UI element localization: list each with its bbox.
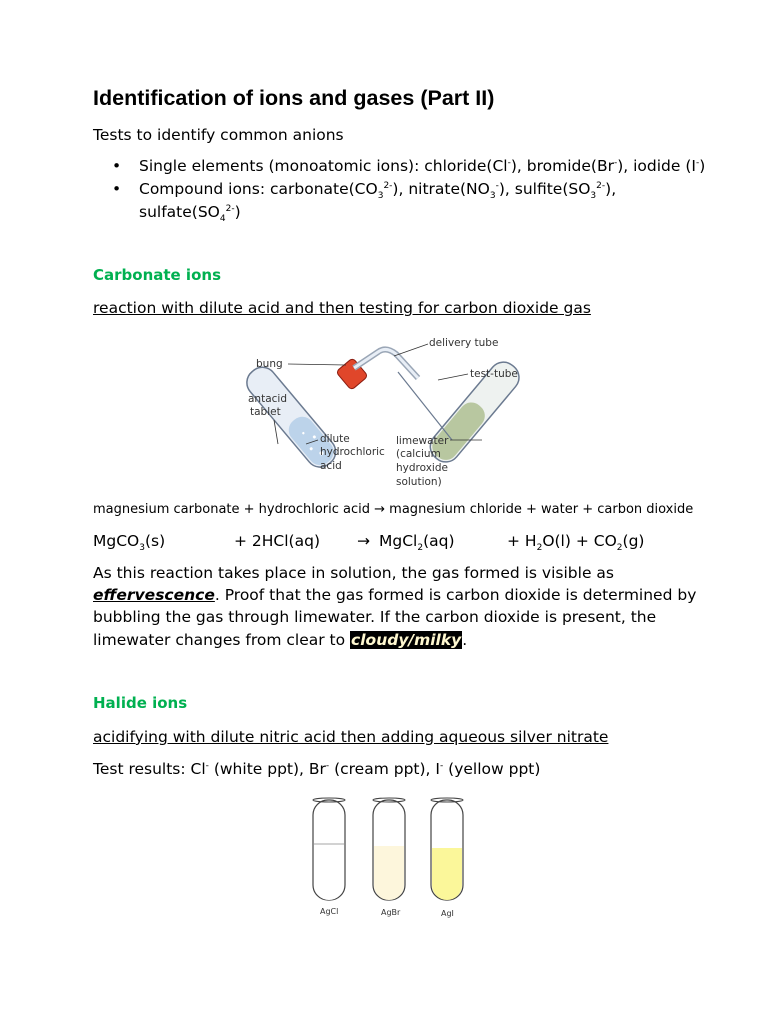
paragraph-line-4: [93, 629, 467, 651]
word-equation: magnesium carbonate + hydrochloric acid → magnesium chloride + water + carbon dioxide: [93, 502, 694, 517]
text-fragment: 2-: [596, 180, 606, 191]
text-fragment: -: [495, 180, 499, 191]
text-fragment: MgCl: [379, 532, 418, 550]
label-test-tube: test-tube: [470, 368, 518, 380]
tube-agi: [431, 798, 463, 900]
symbol-equation: [93, 530, 693, 552]
paragraph-line-1: As this reaction takes place in solution, the gas formed is visible as: [93, 564, 614, 582]
label-solution: solution): [396, 476, 442, 488]
carbonate-heading: Carbonate ions: [93, 266, 221, 284]
text-fragment: ), sulfite(SO: [498, 180, 591, 198]
text-fragment: 3: [489, 191, 496, 202]
cloudy-milky-highlight: cloudy/milky: [351, 631, 462, 649]
effervescence-term: effervescence: [93, 586, 215, 604]
tube-agbr: [373, 798, 405, 900]
text-fragment: 2: [417, 543, 424, 554]
text-fragment: -: [325, 760, 330, 771]
text-fragment: (white ppt), Br: [208, 760, 326, 778]
halide-test-tubes: [303, 794, 473, 924]
text-fragment: Compound ions: carbonate(CO: [139, 180, 378, 198]
text-fragment: ): [234, 203, 241, 221]
text-fragment: Test results: Cl: [93, 760, 206, 778]
text-fragment: (yellow ppt): [443, 760, 541, 778]
text-fragment: 4: [219, 214, 226, 225]
label-agbr: AgBr: [381, 908, 401, 917]
text-fragment: -: [507, 157, 511, 168]
text-fragment: + 2HCl(aq): [234, 532, 320, 550]
text-fragment: -: [695, 157, 700, 168]
label-hydroxide: hydroxide: [396, 462, 448, 474]
label-agi: AgI: [441, 909, 454, 918]
text-fragment: Single elements (monoatomic ions): chloride(Cl: [139, 157, 508, 175]
halide-heading: Halide ions: [93, 694, 188, 712]
label-bung: bung: [256, 358, 283, 370]
paragraph-line-2: [93, 584, 696, 606]
tube-agcl: [313, 798, 345, 900]
label-antacid: antacid: [248, 393, 287, 405]
text-fragment: ): [699, 157, 706, 175]
text-fragment: .: [462, 631, 468, 649]
text-fragment: 2-: [383, 180, 393, 191]
text-fragment: . Proof that the gas formed is carbon dioxide is determined by: [214, 586, 697, 604]
text-fragment: limewater changes from clear to: [93, 631, 346, 649]
label-calcium: (calcium: [396, 448, 441, 460]
bullet-compound-ions: [112, 178, 616, 200]
label-limewater: limewater: [396, 435, 449, 447]
text-fragment: -: [205, 760, 209, 771]
bullet-dot: •: [112, 180, 122, 198]
text-fragment: sulfate(SO: [139, 203, 220, 221]
text-fragment: ), iodide (I: [617, 157, 696, 175]
text-fragment: ), nitrate(NO: [392, 180, 490, 198]
text-fragment: 2: [616, 543, 623, 554]
text-fragment: -: [613, 157, 618, 168]
label-delivery-tube: delivery tube: [429, 337, 499, 349]
text-fragment: 3: [590, 191, 597, 202]
label-dilute: dilute: [320, 433, 350, 445]
page-title: Identification of ions and gases (Part II): [93, 86, 495, 110]
text-fragment: (g): [622, 532, 645, 550]
intro-text: Tests to identify common anions: [93, 126, 344, 144]
text-fragment: ),: [605, 180, 617, 198]
halide-method: acidifying with dilute nitric acid then adding aqueous silver nitrate: [93, 728, 609, 746]
bullet-dot: •: [112, 157, 122, 175]
label-acid: acid: [320, 460, 342, 472]
carbonate-apparatus-diagram: [246, 332, 526, 492]
text-fragment: -: [439, 760, 444, 771]
paragraph-line-3: bubbling the gas through limewater. If the carbon dioxide is present, the: [93, 608, 657, 626]
label-tablet: tablet: [250, 406, 281, 418]
text-fragment: 3: [377, 191, 384, 202]
text-fragment: →: [357, 532, 370, 550]
text-fragment: MgCO: [93, 532, 140, 550]
text-fragment: 2-: [225, 203, 235, 214]
halide-results: [93, 758, 540, 780]
carbonate-method: reaction with dilute acid and then testing for carbon dioxide gas: [93, 299, 591, 317]
text-fragment: (s): [144, 532, 166, 550]
text-fragment: O(l) + CO: [542, 532, 617, 550]
label-agcl: AgCl: [320, 907, 339, 916]
bullet-compound-ions-cont: [139, 201, 241, 223]
label-hydrochloric: hydrochloric: [320, 446, 385, 458]
text-fragment: (aq): [423, 532, 455, 550]
text-fragment: 2: [536, 543, 543, 554]
text-fragment: (cream ppt), I: [329, 760, 440, 778]
text-fragment: + H: [507, 532, 537, 550]
text-fragment: ), bromide(Br: [510, 157, 614, 175]
bullet-single-elements: [112, 155, 705, 177]
text-fragment: 3: [139, 543, 145, 554]
